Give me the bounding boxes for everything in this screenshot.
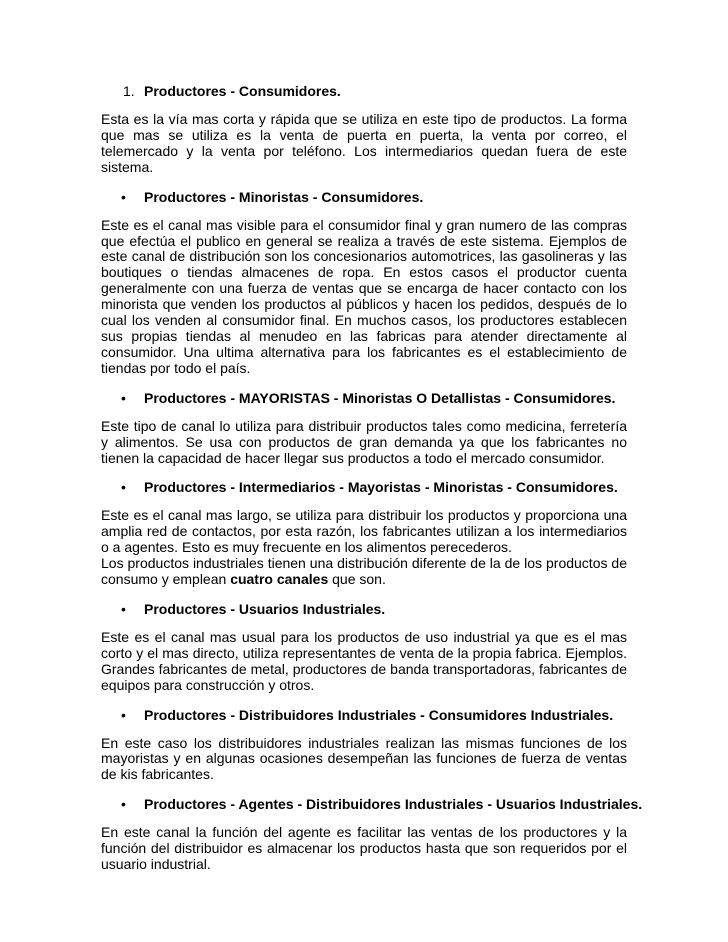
heading-text: Productores - Agentes - Distribuidores Industriales - Usuarios Industriales. [144, 796, 643, 813]
heading-text: Productores - Usuarios Industriales. [144, 600, 386, 617]
section-paragraph: Este es el canal mas visible para el consumidor final y gran numero de las compras que efectúa el publico en general se realiza a través de este sistema. Ejemplos de este canal de distribución son los concesionarios automotrices, las gasolineras y las boutiques o tiendas almacenes de ropa. En estos casos el productor cuenta generalmente con una fuerza de ventas que se encarga de hacer contacto con los minorista que venden los productos al públicos y hacen los pedidos, después de lo cual los venden al consumidor final. En muchos casos, los productores establecen sus propias tiendas al menudeo en las fabricas para atender directamente al consumidor. Una ultima alternativa para los fabricantes es el establecimiento de tiendas por todo el país. [101, 216, 627, 376]
section-heading [101, 389, 627, 407]
heading-text: Productores - MAYORISTAS - Minoristas O Detallistas - Consumidores. [144, 389, 616, 406]
document-page [101, 82, 643, 873]
section-paragraph: Este es el canal mas largo, se utiliza para distribuir los productos y proporciona una amplia red de contactos, por esta razón, los fabricantes utilizan a los intermediarios o a agentes. Esto es muy frecuente en los alimentos perecederos. [101, 507, 627, 556]
bullet-icon: • [121, 188, 126, 205]
heading-text: Productores - Minoristas - Consumidores. [144, 188, 424, 205]
section-heading [101, 706, 627, 724]
bold-phrase: cuatro canales [230, 571, 329, 588]
list-number: 1. [123, 83, 135, 99]
paragraph-text: Los productos industriales tienen una distribución diferente de la de los productos de consumo y emplean [101, 555, 627, 588]
section-heading [101, 600, 627, 618]
section-heading [101, 795, 643, 813]
bullet-icon: • [121, 479, 126, 496]
heading-text: Productores - Distribuidores Industriales - Consumidores Industriales. [144, 706, 614, 723]
heading-text: Productores - Consumidores. [144, 83, 341, 99]
section-paragraph: Este es el canal mas usual para los productos de uso industrial ya que es el mas corto y el mas directo, utiliza representantes de venta de la propia fabrica. Ejemplos. Grandes fabricantes de metal, productores de banda transportadoras, fabricantes de equipos para construcción y otros. [101, 628, 627, 693]
section-paragraph: En este caso los distribuidores industriales realizan las mismas funciones de los mayoristas y en algunas ocasiones desempeñan las funciones de fuerza de ventas de kis fabricantes. [101, 734, 627, 783]
section-heading [101, 82, 627, 100]
bullet-icon: • [121, 389, 126, 406]
bullet-icon: • [121, 796, 126, 813]
section-paragraph: Esta es la vía mas corta y rápida que se utiliza en este tipo de productos. La forma que mas se utiliza es la venta de puerta en puerta, la venta por correo, el telemercado y la venta por teléfono. Los intermediarios quedan fuera de este sistema. [101, 111, 627, 175]
section-paragraph-continued [101, 556, 627, 588]
paragraph-text: que son. [328, 571, 386, 588]
bullet-icon: • [121, 600, 126, 617]
section-paragraph: Este tipo de canal lo utiliza para distribuir productos tales como medicina, ferretería y alimentos. Se usa con productos de gran demanda ya que los fabricantes no tienen la capacidad de hacer llegar sus productos a todo el mercado consumidor. [101, 417, 627, 466]
bullet-icon: • [121, 706, 126, 723]
section-heading [101, 188, 627, 206]
section-heading [101, 478, 627, 496]
section-paragraph: En este canal la función del agente es facilitar las ventas de los productores y la función del distribuidor es almacenar los productos hasta que son requeridos por el usuario industrial. [101, 824, 627, 873]
heading-text: Productores - Intermediarios - Mayoristas - Minoristas - Consumidores. [144, 479, 618, 496]
